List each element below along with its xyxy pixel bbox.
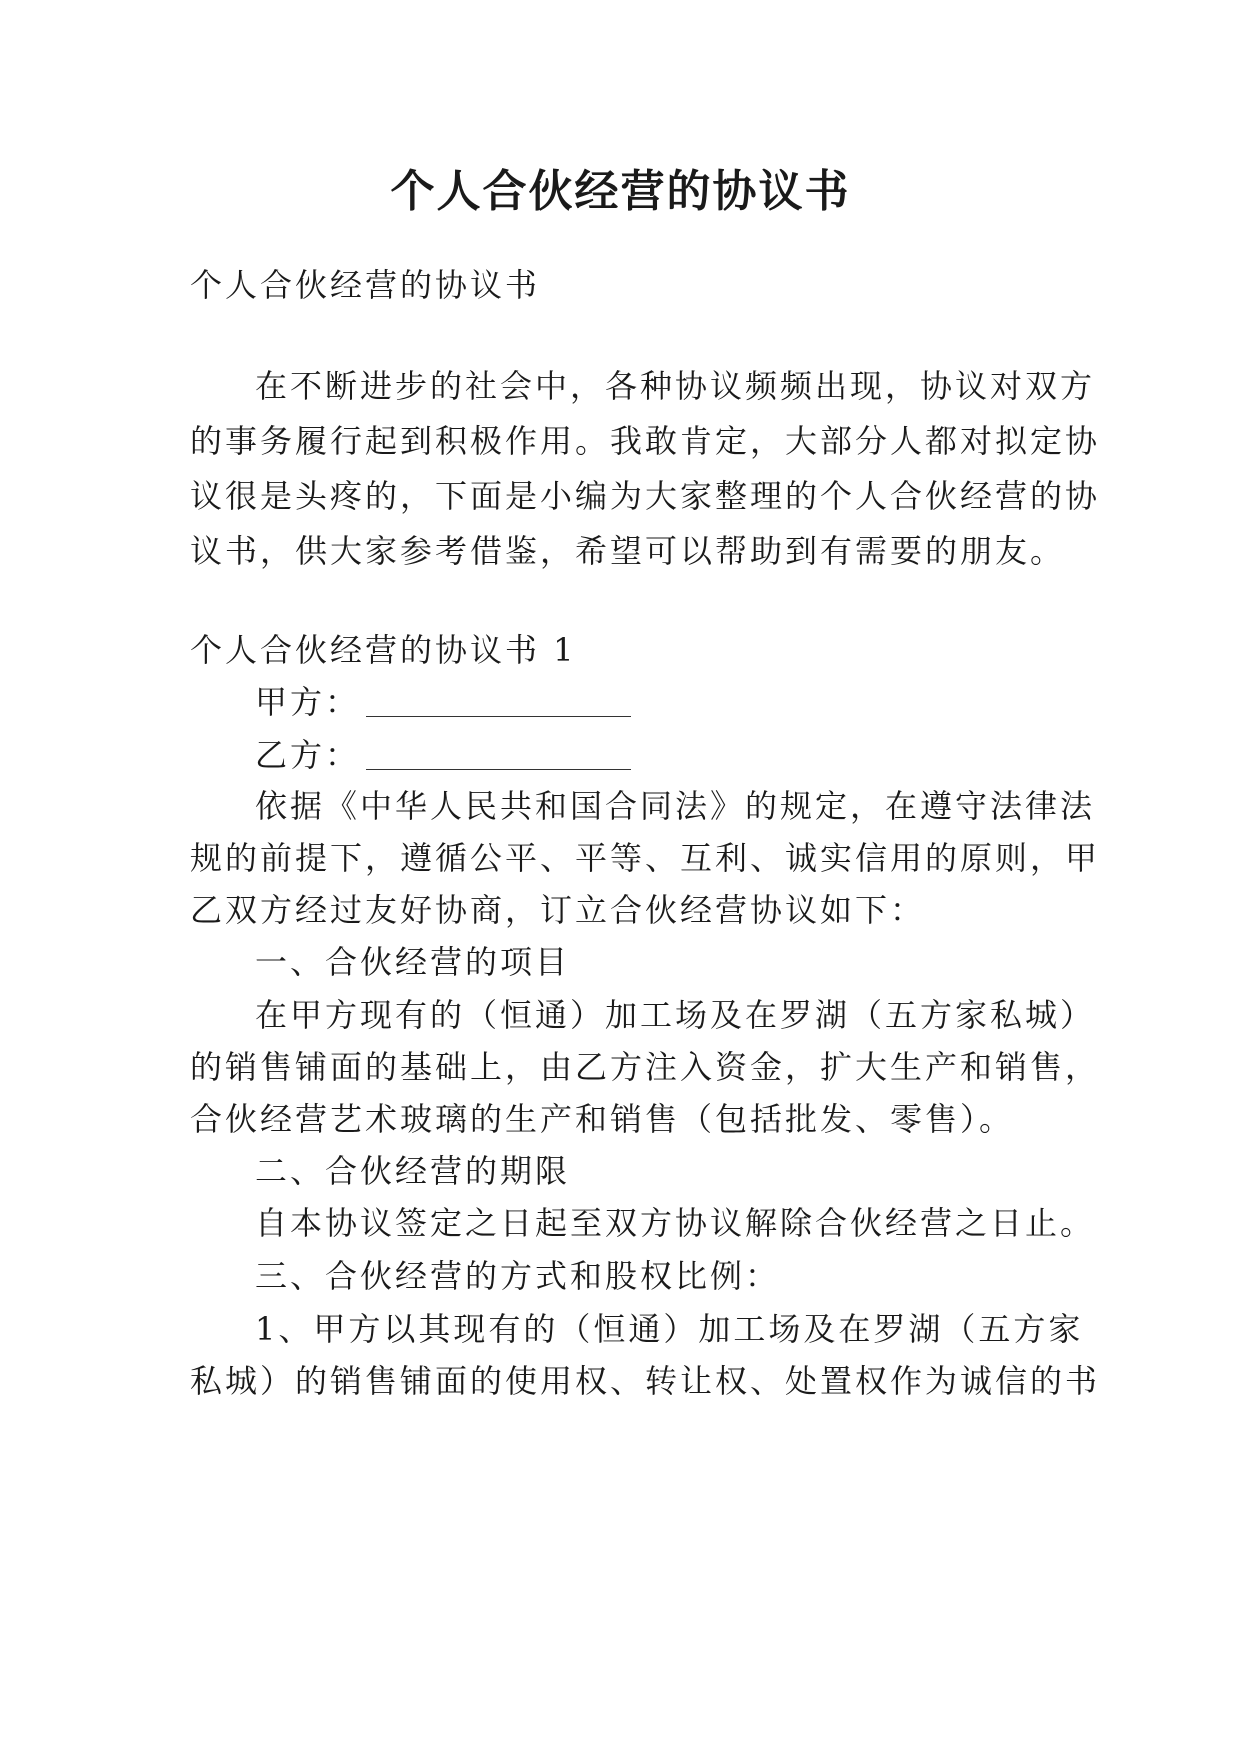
item-1-line-2: 的销售铺面的基础上，由乙方注入资金，扩大生产和销售， xyxy=(190,1048,1101,1086)
party-a xyxy=(255,682,1060,722)
subtitle: 个人合伙经营的协议书 xyxy=(190,266,541,304)
item-1-line-1: 在甲方现有的（恒通）加工场及在罗湖（五方家私城） xyxy=(255,996,1096,1034)
basis-line-3: 乙双方经过友好协商，订立合伙经营协议如下： xyxy=(190,891,926,929)
item-3-line-1: 1、甲方以其现有的（恒通）加工场及在罗湖（五方家 xyxy=(255,1310,1084,1348)
item-1-line-3: 合伙经营艺术玻璃的生产和销售（包括批发、零售）。 xyxy=(190,1100,1015,1138)
basis-line-2: 规的前提下，遵循公平、平等、互利、诚实信用的原则，甲 xyxy=(190,839,1101,877)
party-b-blank xyxy=(366,741,631,770)
intro-line-1: 在不断进步的社会中，各种协议频频出现，协议对双方 xyxy=(255,367,1096,405)
intro-line-4: 议书，供大家参考借鉴，希望可以帮助到有需要的朋友。 xyxy=(190,532,1066,570)
heading-1: 一、合伙经营的项目 xyxy=(255,943,571,981)
party-b-label: 乙方： xyxy=(255,736,361,774)
document-title: 个人合伙经营的协议书 xyxy=(390,166,851,217)
intro-line-2: 的事务履行起到积极作用。我敢肯定，大部分人都对拟定协 xyxy=(190,422,1101,460)
heading-3: 三、合伙经营的方式和股权比例： xyxy=(255,1257,781,1295)
intro-line-3: 议很是头疼的，下面是小编为大家整理的个人合伙经营的协 xyxy=(190,477,1101,515)
party-a-label: 甲方： xyxy=(255,683,361,721)
item-3-line-2: 私城）的销售铺面的使用权、转让权、处置权作为诚信的书 xyxy=(190,1362,1101,1400)
section-title: 个人合伙经营的协议书 1 xyxy=(190,631,577,669)
item-2: 自本协议签定之日起至双方协议解除合伙经营之日止。 xyxy=(255,1204,1096,1242)
basis-line-1: 依据《中华人民共和国合同法》的规定，在遵守法律法 xyxy=(255,787,1096,825)
party-b xyxy=(255,735,1060,775)
heading-2: 二、合伙经营的期限 xyxy=(255,1152,571,1190)
party-a-blank xyxy=(366,688,631,717)
